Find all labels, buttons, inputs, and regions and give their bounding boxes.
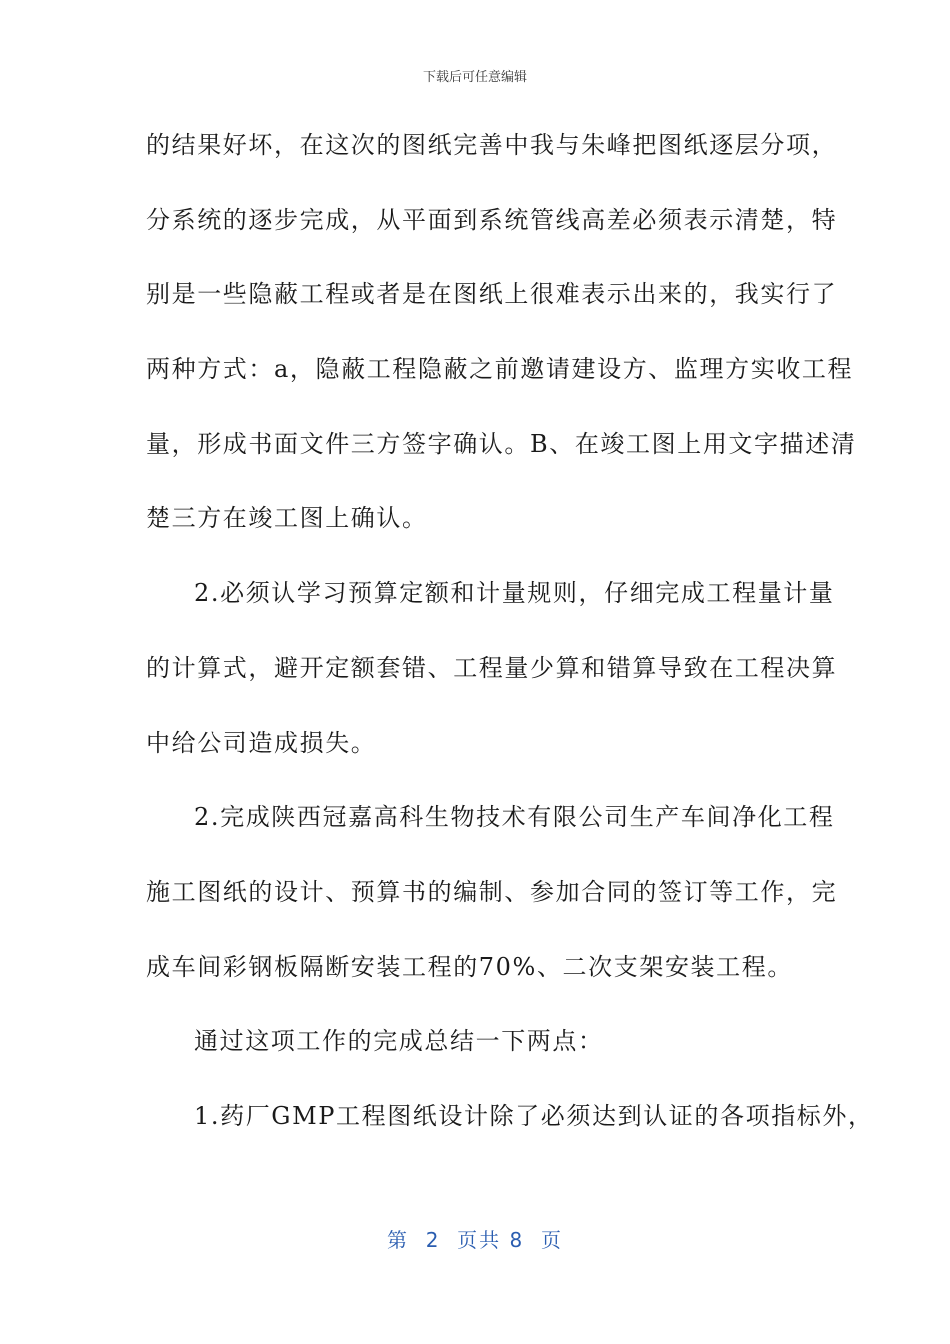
paragraph-line: 通过这项工作的完成总结一下两点： <box>194 1027 604 1056</box>
paragraph-line: 分系统的逐步完成，从平面到系统管线高差必须表示清楚，特 <box>146 205 838 234</box>
footer-current-page: 2 <box>425 1228 441 1252</box>
paragraph-line: 中给公司造成损失。 <box>146 728 377 757</box>
footer-prefix: 第 <box>387 1228 409 1252</box>
paragraph-line: 的计算式，避开定额套错、工程量少算和错算导致在工程决算 <box>146 653 838 682</box>
paragraph-line: 两种方式：a，隐蔽工程隐蔽之前邀请建设方、监理方实收工程 <box>146 355 854 384</box>
paragraph-line: 量，形成书面文件三方签字确认。B、在竣工图上用文字描述清 <box>146 429 857 458</box>
footer-middle: 页共 <box>457 1228 502 1252</box>
paragraph-line: 楚三方在竣工图上确认。 <box>146 504 428 533</box>
page-footer <box>0 1224 950 1253</box>
paragraph-line: 的结果好坏，在这次的图纸完善中我与朱峰把图纸逐层分项， <box>146 131 838 159</box>
paragraph-line: 别是一些隐蔽工程或者是在图纸上很难表示出来的，我实行了 <box>146 280 838 309</box>
paragraph-line: 成车间彩钢板隔断安装工程的70%、二次支架安装工程。 <box>146 952 793 981</box>
paragraph-line: 施工图纸的设计、预算书的编制、参加合同的签订等工作，完 <box>146 877 838 906</box>
paragraph-line: 2.完成陕西冠嘉高科生物技术有限公司生产车间净化工程 <box>194 803 835 832</box>
paragraph-line: 2.必须认学习预算定额和计量规则，仔细完成工程量计量 <box>194 579 835 608</box>
footer-suffix: 页 <box>540 1228 563 1252</box>
footer-total-pages: 8 <box>509 1228 525 1252</box>
header-note: 下载后可任意编辑 <box>422 70 527 85</box>
document-body <box>146 120 874 1166</box>
paragraph-line: 1.药厂GMP工程图纸设计除了必须达到认证的各项指标外， <box>194 1101 874 1130</box>
